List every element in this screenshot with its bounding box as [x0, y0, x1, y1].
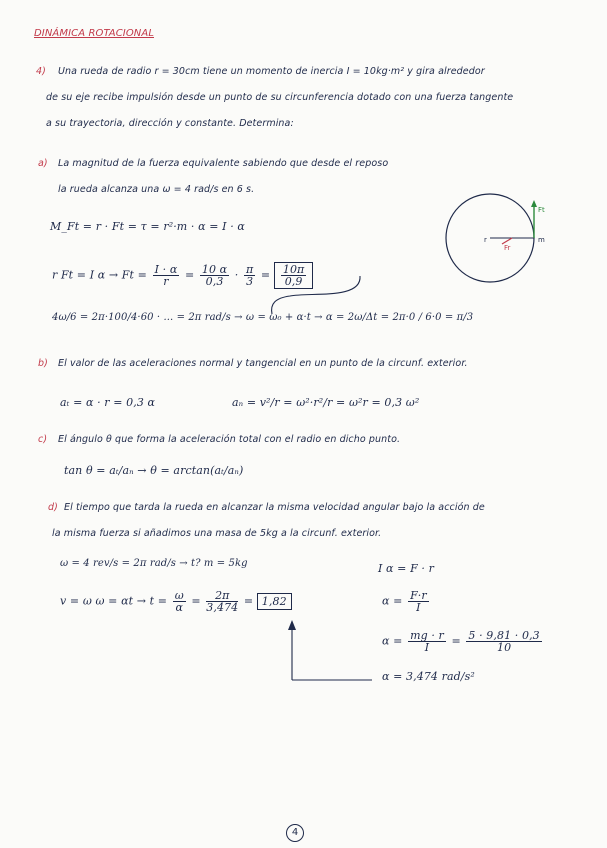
- part-d-text-2: la misma fuerza si añadimos una masa de 5kg a la circunf. exterior.: [52, 528, 382, 539]
- part-d-right-3: α = $\frac{mg \cdot r}{I}$ = $\frac{5 \cdot 9,81 \cdot 0,3}{10}$: [382, 629, 540, 654]
- problem-line-3: a su trayectoria, dirección y constante. Determina:: [46, 118, 294, 129]
- page-title: DINÁMICA ROTACIONAL: [34, 28, 154, 39]
- problem-line-2: de su eje recibe impulsión desde un punto de su circunferencia dotado con una fuerza tangente: [46, 92, 514, 103]
- part-c-equation: tan θ = aₜ/aₙ → θ = arctan(aₜ/aₙ): [64, 464, 244, 477]
- wheel-diagram: [440, 190, 560, 290]
- part-d-equation-1: ω = 4 rev/s = 2π rad/s → t? m = 5kg: [60, 558, 248, 569]
- part-b-text: El valor de las aceleraciones normal y tangencial en un punto de la circunf. exterior.: [58, 358, 468, 369]
- part-b-label: b): [38, 358, 48, 369]
- problem-line-1: Una rueda de radio r = 30cm tiene un momento de inercia I = 10kg·m² y gira alrededor: [58, 66, 485, 77]
- part-a-text-1: La magnitud de la fuerza equivalente sabiendo que desde el reposo: [58, 158, 389, 169]
- part-d-text-1: El tiempo que tarda la rueda en alcanzar la misma velocidad angular bajo la acción de: [64, 502, 485, 513]
- force-label: Ft: [538, 206, 545, 214]
- eq2-frac-1: $\frac{I \cdot \alpha}{r}$: [154, 263, 178, 288]
- part-a-text-2: la rueda alcanza una ω = 4 rad/s en 6 s.: [58, 184, 255, 195]
- part-a-label: a): [38, 158, 48, 169]
- part-d-right-1: I α = F · r: [378, 562, 434, 575]
- eq2-result-box: $\frac{10\pi}{0,9}$: [274, 262, 314, 289]
- part-b-normal: aₙ = v²/r = ω²·r²/r = ω²r = 0,3 ω²: [232, 396, 420, 409]
- part-d-right-4: α = 3,474 rad/s²: [382, 670, 475, 683]
- force-arrowhead: [531, 200, 537, 207]
- connector-arrow-d: [280, 612, 380, 684]
- eq2-left: r Ft = I α → Ft =: [52, 268, 147, 282]
- eq2-frac-3: $\frac{\pi}{3}$: [245, 263, 254, 288]
- page-number: 4: [286, 824, 304, 842]
- part-d-label: d): [48, 502, 58, 513]
- part-d-right-2: α = $\frac{F\cdot r}{I}$: [382, 589, 427, 614]
- connector-curve-a: [250, 270, 380, 320]
- part-c-text: El ángulo θ que forma la aceleración total con el radio en dicho punto.: [58, 434, 401, 445]
- r-label: r: [484, 236, 487, 244]
- part-b-tangential: aₜ = α · r = 0,3 α: [60, 396, 156, 409]
- part-a-equation-2: r Ft = I α → Ft = $\frac{I \cdot \alpha}{r}$ = $\frac{10 \alpha}{0,3}$ · $\frac{\pi}{3}$ = $\frac{10\pi}{0,9}$: [52, 262, 313, 289]
- fr-label: Fr: [504, 244, 511, 252]
- problem-number: 4): [36, 66, 46, 77]
- eq2-frac-2: $\frac{10 \alpha}{0,3}$: [201, 263, 228, 288]
- m-label: m: [538, 236, 545, 244]
- part-a-equation-1: M_Ft = r · Ft = τ = r²·m · α = I · α: [50, 220, 245, 233]
- part-d-result-box: 1,82: [257, 593, 292, 610]
- part-a-equation-3: 4ω/6 = 2π·100/4·60 · ... = 2π rad/s → ω = ω₀ + α·t → α = 2ω/Δt = 2π·0 / 6·0 = π/3: [52, 312, 474, 323]
- part-d-equation-2: v = ω ω = αt → t = $\frac{\omega}{\alpha}$ = $\frac{2\pi}{3,474}$ = 1,82: [60, 590, 292, 613]
- part-c-label: c): [38, 434, 48, 445]
